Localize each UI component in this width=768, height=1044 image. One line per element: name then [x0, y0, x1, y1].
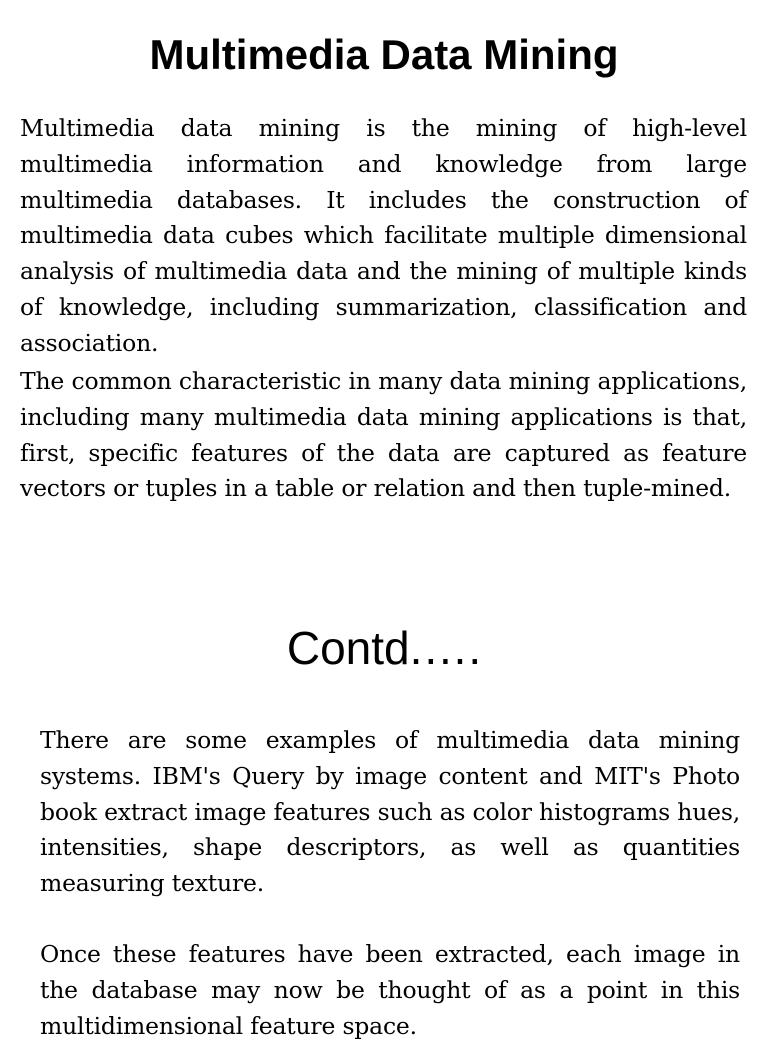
feature-space-paragraph: Once these features have been extracted, each image in the database may now be thought of as a point in this multidimensional feature space.: [40, 940, 740, 1040]
characteristic-paragraph: The common characteristic in many data mining applications, including many multimedia data mining applications is that, first, specific features of the data are captured as feature vectors or tuples in a table or relation and then tuple-mined.: [20, 367, 747, 503]
contd-heading: Contd.….: [286, 622, 482, 674]
examples-paragraph: There are some examples of multimedia data mining systems. IBM's Query by image content and MIT's Photo book extract image features such as color histograms hues, intensities, shape descriptors, as well as quantities measuring texture.: [40, 726, 740, 898]
page-title: Multimedia Data Mining: [149, 31, 619, 78]
intro-paragraph: Multimedia data mining is the mining of high-level multimedia information and knowledge from large multimedia databases. It includes the construction of multimedia data cubes which facilitate multiple dimensional analysis of multimedia data and the mining of multiple kinds of knowledge, including summarization, classification and association.: [20, 114, 747, 357]
